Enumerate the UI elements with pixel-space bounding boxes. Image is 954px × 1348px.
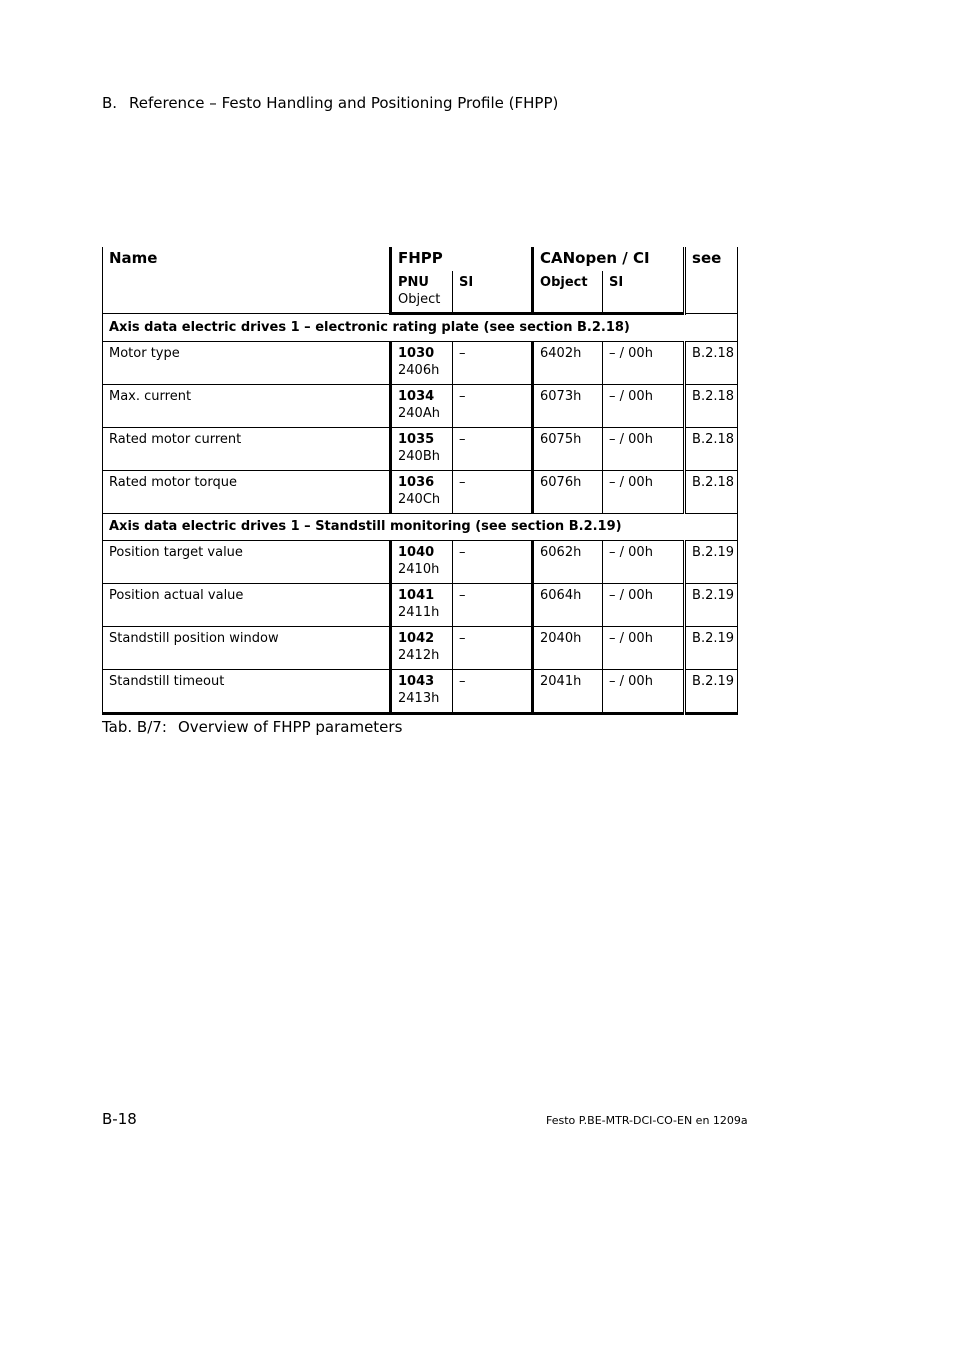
table-row [103, 541, 738, 584]
cell-pnu-object [391, 627, 453, 670]
table-header-row [103, 247, 738, 271]
table-row [103, 670, 738, 714]
chapter-title: Reference – Festo Handling and Positioning Profile (FHPP) [129, 94, 559, 112]
cell-name: Motor type [103, 342, 391, 385]
table-row [103, 627, 738, 670]
cell-co-object: 6062h [533, 541, 603, 584]
fhpp-parameter-table [102, 247, 738, 715]
cell-pnu: 1042 [398, 631, 435, 646]
column-header-object: Object [398, 292, 441, 307]
cell-co-si: – / 00h [603, 342, 685, 385]
cell-name: Max. current [103, 385, 391, 428]
cell-object: 2406h [398, 363, 440, 378]
column-header-name: Name [103, 247, 391, 314]
cell-co-object: 6402h [533, 342, 603, 385]
cell-co-object: 6064h [533, 584, 603, 627]
cell-co-si: – / 00h [603, 670, 685, 714]
column-header-pnu-object [391, 271, 453, 314]
cell-see: B.2.19 [685, 584, 738, 627]
table-row [103, 342, 738, 385]
cell-name: Rated motor current [103, 428, 391, 471]
cell-object: 2413h [398, 691, 440, 706]
cell-co-object: 6073h [533, 385, 603, 428]
cell-si: – [453, 428, 533, 471]
cell-pnu: 1035 [398, 432, 435, 447]
cell-object: 2410h [398, 562, 440, 577]
cell-pnu-object [391, 342, 453, 385]
cell-pnu-object [391, 670, 453, 714]
cell-name: Standstill timeout [103, 670, 391, 714]
table-row [103, 584, 738, 627]
document-reference: Festo P.BE-MTR-DCI-CO-EN en 1209a [546, 1114, 748, 1127]
cell-pnu-object [391, 471, 453, 514]
cell-co-si: – / 00h [603, 428, 685, 471]
cell-object: 2411h [398, 605, 440, 620]
cell-pnu: 1043 [398, 674, 435, 689]
page-number: B-18 [102, 1110, 137, 1128]
chapter-heading [102, 94, 558, 112]
cell-pnu-object [391, 428, 453, 471]
cell-see: B.2.19 [685, 627, 738, 670]
cell-si: – [453, 541, 533, 584]
cell-pnu: 1030 [398, 346, 435, 361]
section-header-row [103, 314, 738, 342]
cell-si: – [453, 627, 533, 670]
table-row [103, 385, 738, 428]
cell-co-object: 2040h [533, 627, 603, 670]
cell-object: 240Ah [398, 406, 440, 421]
cell-pnu: 1036 [398, 475, 435, 490]
section-title: Axis data electric drives 1 – Standstill monitoring (see section B.2.19) [103, 514, 738, 541]
column-header-co-object: Object [533, 271, 603, 314]
cell-co-si: – / 00h [603, 584, 685, 627]
cell-si: – [453, 584, 533, 627]
column-header-canopen: CANopen / CI [533, 247, 685, 271]
cell-co-object: 6076h [533, 471, 603, 514]
column-header-pnu: PNU [398, 275, 429, 290]
column-header-co-si: SI [603, 271, 685, 314]
cell-si: – [453, 385, 533, 428]
cell-co-object: 6075h [533, 428, 603, 471]
column-header-see: see [685, 247, 738, 314]
cell-co-si: – / 00h [603, 471, 685, 514]
cell-object: 240Bh [398, 449, 440, 464]
cell-pnu-object [391, 541, 453, 584]
table-row [103, 428, 738, 471]
cell-si: – [453, 670, 533, 714]
cell-si: – [453, 342, 533, 385]
cell-pnu: 1034 [398, 389, 435, 404]
cell-co-si: – / 00h [603, 385, 685, 428]
cell-see: B.2.19 [685, 670, 738, 714]
cell-name: Rated motor torque [103, 471, 391, 514]
caption-text: Overview of FHPP parameters [178, 718, 403, 736]
section-title: Axis data electric drives 1 – electronic rating plate (see section B.2.18) [103, 314, 738, 342]
table-row [103, 471, 738, 514]
cell-co-object: 2041h [533, 670, 603, 714]
cell-si: – [453, 471, 533, 514]
cell-see: B.2.18 [685, 471, 738, 514]
caption-label: Tab. B/7: [102, 718, 167, 736]
cell-see: B.2.19 [685, 541, 738, 584]
column-header-fhpp: FHPP [391, 247, 533, 271]
section-header-row [103, 514, 738, 541]
cell-pnu: 1040 [398, 545, 435, 560]
cell-pnu-object [391, 584, 453, 627]
cell-see: B.2.18 [685, 428, 738, 471]
cell-co-si: – / 00h [603, 541, 685, 584]
cell-object: 2412h [398, 648, 440, 663]
column-header-si: SI [453, 271, 533, 314]
chapter-number: B. [102, 94, 118, 112]
cell-pnu: 1041 [398, 588, 435, 603]
cell-object: 240Ch [398, 492, 441, 507]
cell-see: B.2.18 [685, 342, 738, 385]
cell-co-si: – / 00h [603, 627, 685, 670]
cell-see: B.2.18 [685, 385, 738, 428]
cell-name: Position actual value [103, 584, 391, 627]
cell-pnu-object [391, 385, 453, 428]
cell-name: Standstill position window [103, 627, 391, 670]
table-caption [102, 718, 402, 736]
cell-name: Position target value [103, 541, 391, 584]
